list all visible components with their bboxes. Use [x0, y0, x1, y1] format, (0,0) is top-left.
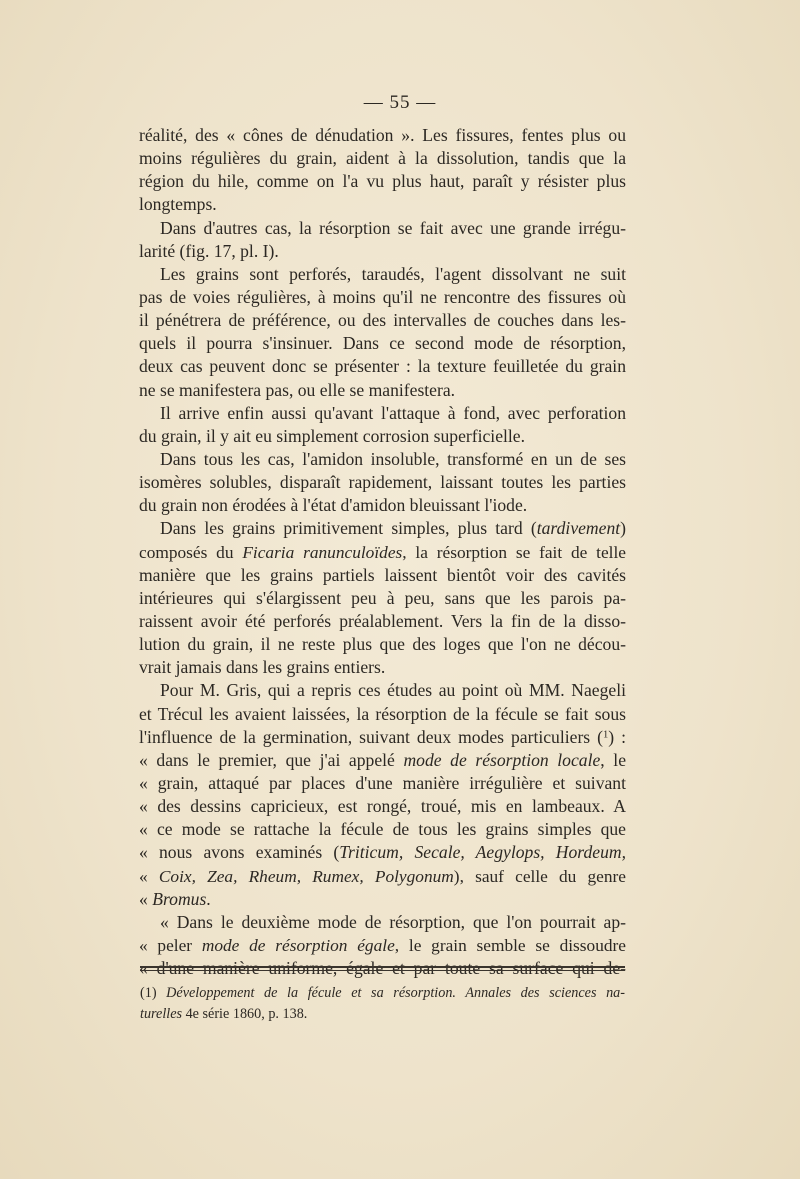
line-text: Il arrive enfin aussi qu'avant l'attaque à fond, avec perforation	[160, 402, 626, 423]
text-line	[139, 471, 626, 494]
line-text: du grain, il y ait eu simplement corrosion superficielle.	[139, 425, 525, 446]
footnote-line	[140, 983, 625, 1004]
text-line	[139, 147, 626, 170]
text-line: vrait jamais dans les grains entiers.	[139, 657, 386, 678]
line-text: deux cas peuvent donc se présenter : la texture feuilletée du grain	[139, 356, 626, 377]
text-line	[139, 170, 626, 193]
line-text: ne se manifestera pas, ou elle se manifestera.	[139, 379, 456, 400]
line-text: quels il pourra s'insinuer. Dans ce second mode de résorption,	[139, 333, 626, 354]
line-text: larité (fig. 17, pl. I).	[139, 240, 279, 261]
line-text: réalité, des « cônes de dénudation ». Les fissures, fentes plus ou	[139, 125, 626, 145]
line-text: isomères solubles, disparaît rapidement, laissant toutes les parties	[139, 472, 626, 493]
page-number: — 55 —	[363, 92, 437, 113]
text-line: « peler mode de résorption égale, le grain semble se dissoudre	[139, 935, 626, 955]
text-line: intérieures qui s'élargissent peu à peu, sans que les parois pa-	[139, 587, 626, 608]
text-line	[139, 263, 626, 286]
text-line: Pour M. Gris, qui a repris ces études au point où MM. Naegeli	[160, 680, 626, 701]
text-line: « Dans le deuxième mode de résorption, que l'on pourrait ap-	[160, 911, 626, 932]
line-text: il pénétrera de préférence, ou des intervalles de couches dans les-	[139, 310, 626, 331]
text-line	[139, 286, 626, 309]
text-line: manière que les grains partiels laissent bientôt voir des cavités	[139, 564, 626, 585]
footnote-ref: 1	[602, 729, 609, 741]
text-line: lution du grain, il ne reste plus que des loges que l'on ne décou-	[139, 634, 626, 655]
text-line	[139, 402, 626, 425]
text-line: « nous avons examinés (Triticum, Secale, Aegylops, Hordeum,	[139, 842, 626, 863]
italic-term: mode de résorption égale	[201, 935, 395, 955]
italic-term: Ficaria ranunculoïdes	[242, 542, 403, 562]
text-line	[139, 425, 626, 448]
footnote-title: Développement de la fécule et sa résorption. Annales des sciences na-	[166, 985, 625, 1001]
text-line: « ce mode se rattache la fécule de tous les grains simples que	[139, 819, 626, 840]
text-line: « Coix, Zea, Rheum, Rumex, Polygonum), sauf celle du genre	[139, 866, 626, 886]
footnote-line: turelles 4e série 1860, p. 138.	[140, 1006, 308, 1022]
italic-term: Triticum, Secale, Aegylops, Hordeum,	[339, 842, 626, 863]
footnote-divider	[140, 966, 625, 968]
footnote-marker: (1)	[140, 985, 157, 1001]
text-line: « grain, attaqué par places d'une manière irrégulière et suivant	[139, 772, 626, 793]
text-line	[139, 124, 626, 147]
text-line	[139, 217, 626, 240]
text-line	[139, 240, 626, 263]
text-line	[139, 309, 626, 332]
text-line: « dans le premier, que j'ai appelé mode de résorption locale, le	[139, 749, 626, 770]
line-text: pas de voies régulières, à moins qu'il ne rencontre des fissures où	[139, 286, 626, 307]
line-text: région du hile, comme on l'a vu plus haut, paraît y résister plus	[139, 171, 626, 192]
text-line: Dans les grains primitivement simples, plus tard (tardivement)	[160, 518, 626, 539]
italic-term: Bromus	[152, 888, 207, 909]
text-line: « Bromus.	[139, 888, 211, 909]
line-text: longtemps.	[139, 194, 217, 215]
line-text: Les grains sont perforés, taraudés, l'agent dissolvant ne suit	[160, 263, 626, 284]
text-line	[139, 332, 626, 355]
italic-term: mode de résorption locale	[403, 749, 601, 770]
italic-term: tardivement	[536, 518, 621, 539]
text-line: « d'une manière uniforme, égale et par toute sa surface qui de-	[139, 958, 626, 979]
text-line: « des dessins capricieux, est rongé, troué, mis en lambeaux. A	[139, 796, 626, 817]
line-text: moins régulières du grain, aident à la dissolution, tandis que la	[139, 148, 626, 169]
text-line	[139, 379, 626, 402]
text-line	[139, 448, 626, 471]
line-text: Dans d'autres cas, la résorption se fait avec une grande irrégu-	[160, 217, 626, 238]
text-line	[139, 193, 626, 216]
text-line	[139, 494, 626, 517]
italic-term: Coix, Zea, Rheum, Rumex, Polygonum	[158, 866, 454, 886]
line-text: du grain non érodées à l'état d'amidon bleuissant l'iode.	[139, 495, 528, 516]
body-text	[139, 124, 626, 980]
text-line: composés du Ficaria ranunculoïdes, la résorption se fait de telle	[139, 542, 626, 562]
text-line: raissent avoir été perforés préalablement. Vers la fin de la disso-	[139, 610, 626, 631]
footnote	[140, 983, 625, 1025]
text-line: et Trécul les avaient laissées, la résorption de la fécule se fait sous	[139, 703, 626, 724]
text-line: l'influence de la germination, suivant deux modes particuliers ($^1$) :	[139, 726, 626, 747]
text-line	[139, 355, 626, 378]
line-text: Dans tous les cas, l'amidon insoluble, transformé en un de ses	[160, 448, 626, 469]
